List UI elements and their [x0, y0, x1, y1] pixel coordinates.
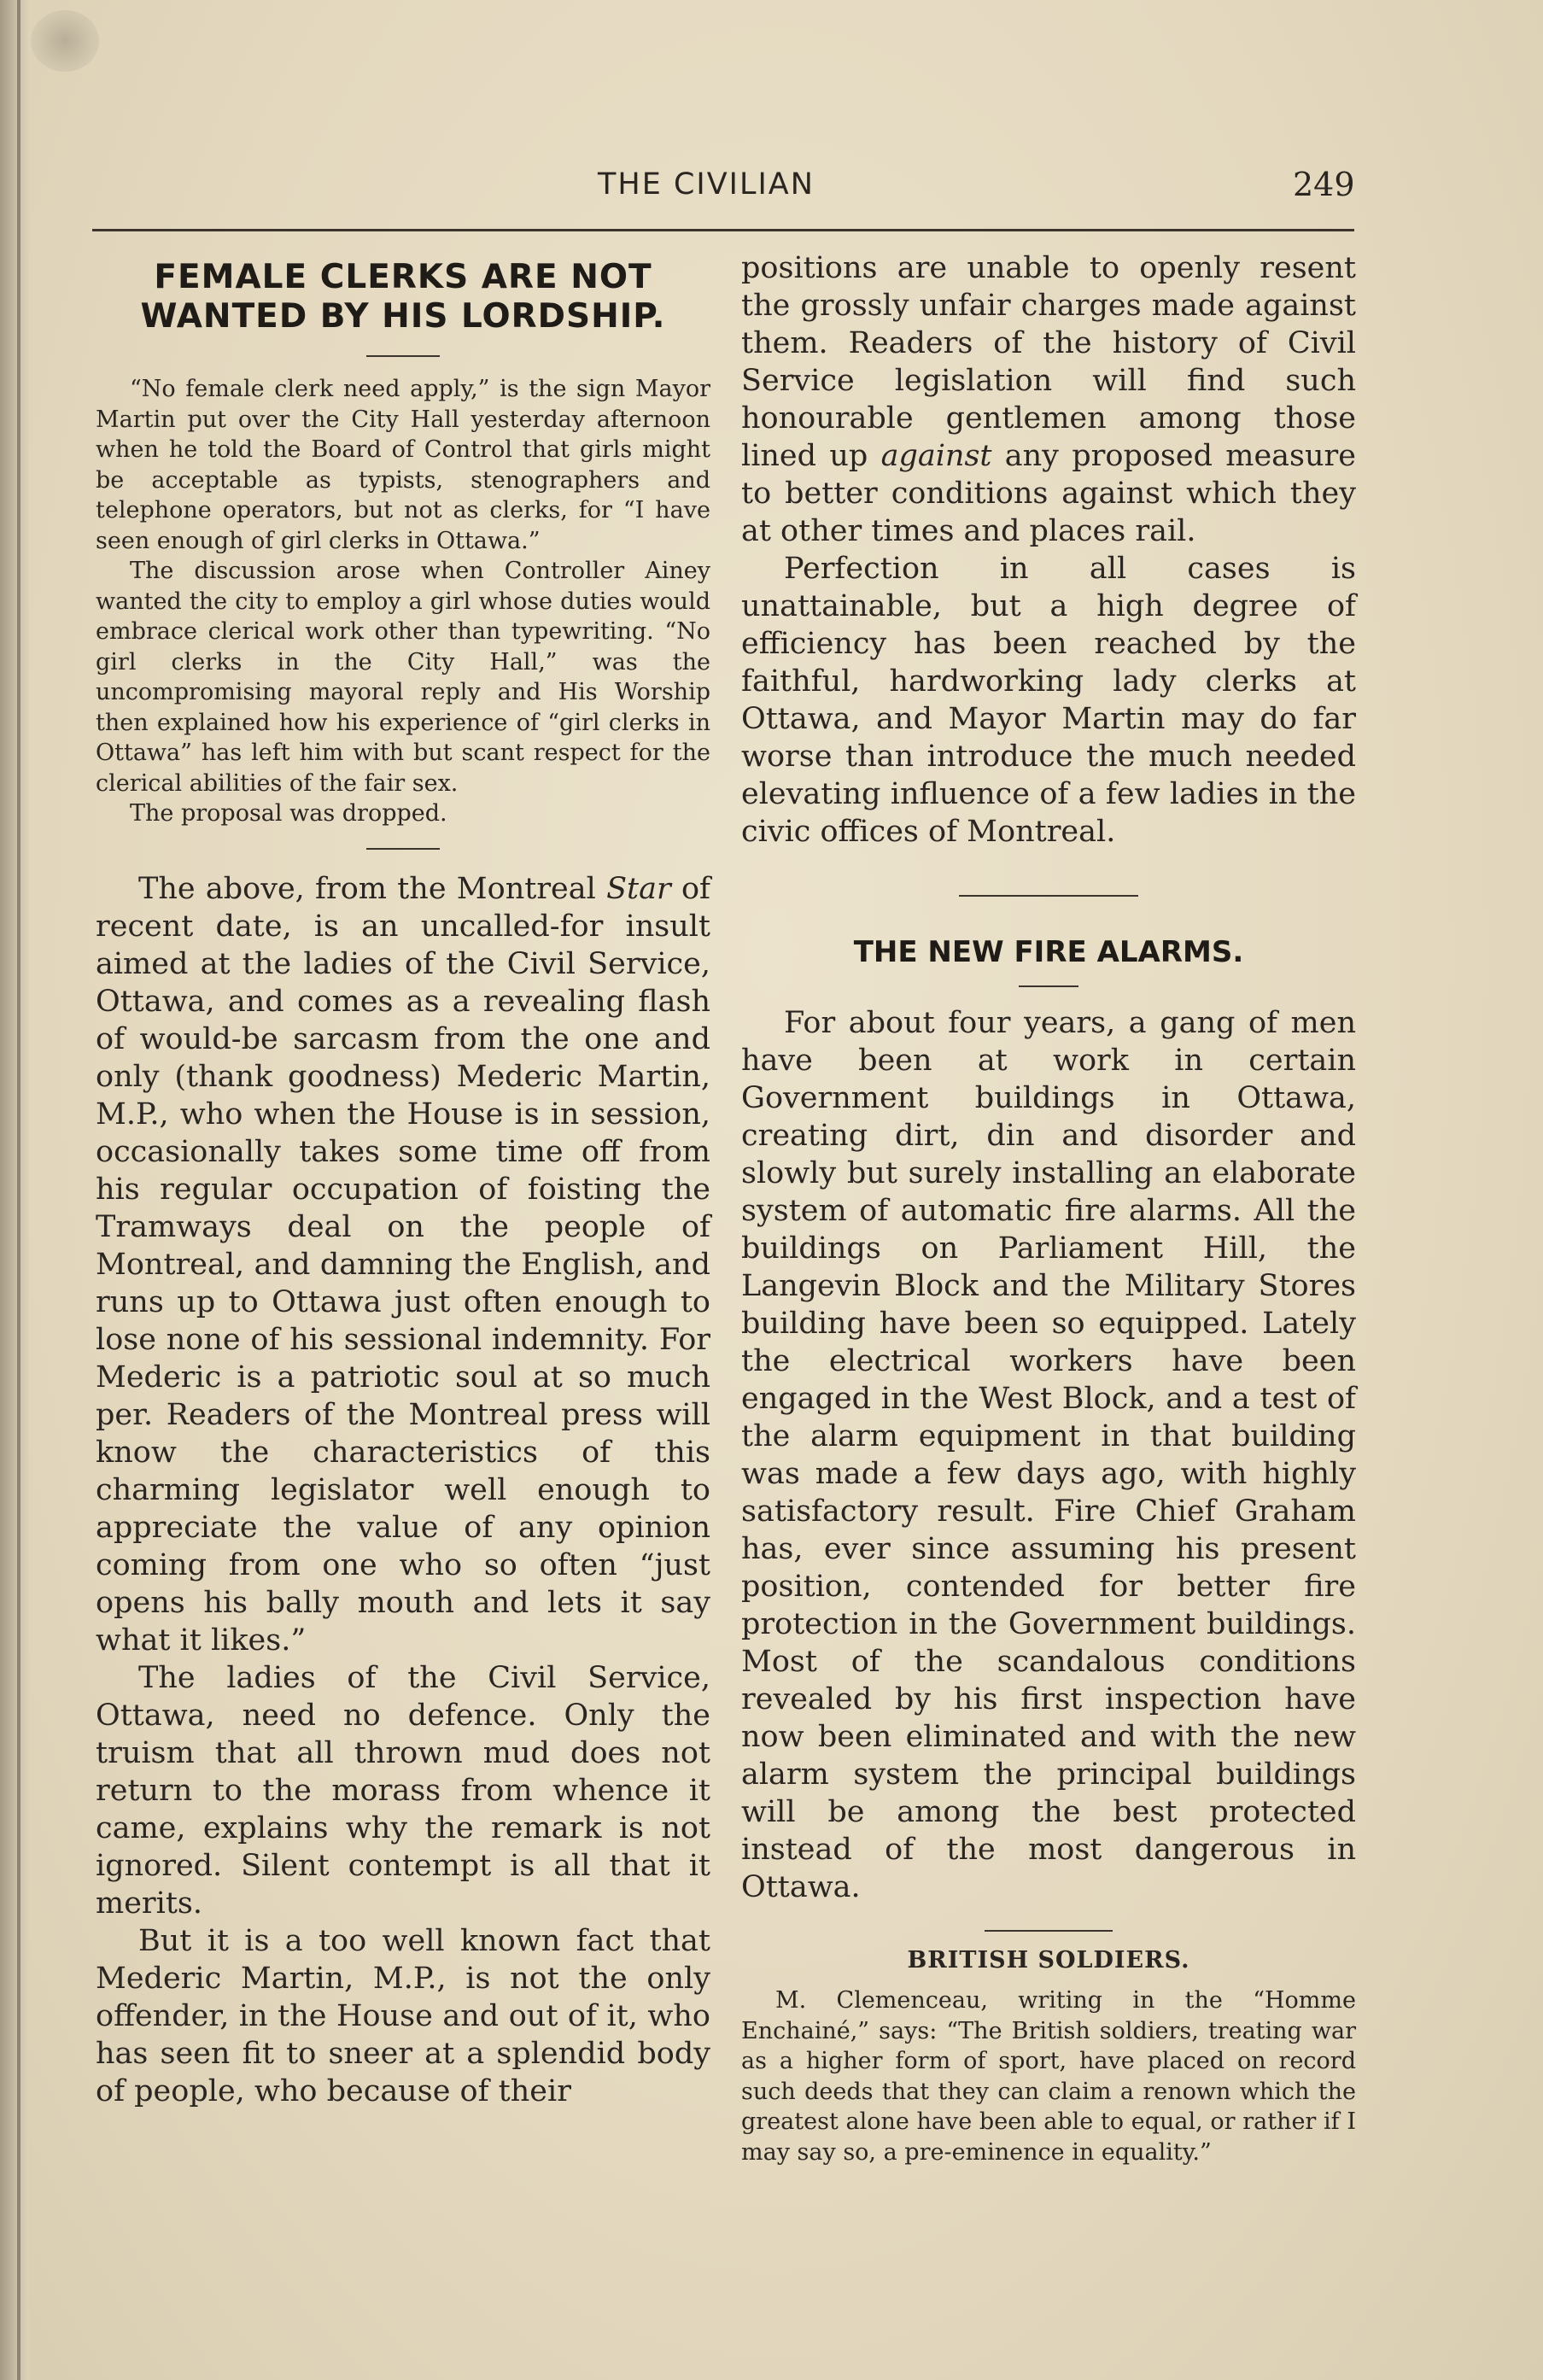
body-paragraph: M. Clemenceau, writing in the “Homme Enchainé,” says: “The British soldiers, treating war as a higher form of sport, have placed on record such deeds that they can claim a renown which the greatest alone have been able to equal, or rather if I may say so, a pre-eminence in equality.” [741, 1987, 1356, 2166]
paper-stain [31, 10, 99, 72]
british-soldiers-headline: BRITISH SOLDIERS. [907, 1947, 1190, 1974]
quote-paragraph: The discussion arose when Controller Ainey wanted the city to employ a girl whose duties would embrace clerical work other than typewriting. “No girl clerks in the City Hall,” was the uncompromising mayoral reply and His Worship then explained how his experience of “girl clerks in Ottawa” has left him with but scant respect for the clerical abilities of the fair sex. [96, 558, 710, 797]
body-paragraph [96, 870, 710, 1659]
left-column [96, 249, 710, 2110]
section-rule [959, 895, 1138, 897]
quote-paragraph: The proposal was dropped. [130, 800, 447, 827]
editorial-continuation [741, 249, 1356, 851]
quote-paragraph: “No female clerk need apply,” is the sign Mayor Martin put over the City Hall yesterday afternoon when he told the Board of Control that girls might be acceptable as typists, stenographers and telephone operators, but not as clerks, for “I have seen enough of girl clerks in Ottawa.” [96, 376, 710, 554]
headline-line-1: FEMALE CLERKS ARE NOT [154, 258, 652, 296]
emphasis-text: against [880, 439, 992, 473]
header-rule [92, 229, 1354, 231]
body-paragraph: Perfection in all cases is unattainable, but a high degree of efficiency has been reached by the faithful, hardworking lady clerks at Ottawa, and Mayor Martin may do far worse than introduce the much needed elevating influence of a few ladies in the civic offices of Montreal. [741, 552, 1356, 849]
quoted-news-item [96, 374, 710, 829]
newspaper-name: Star [606, 871, 671, 906]
body-paragraph: The ladies of the Civil Service, Ottawa, need no defence. Only the truism that all thrown mud does not return to the morass from whence it came, explains why the remark is not ignored. Silent contempt is all that it merits. [96, 1660, 710, 1921]
body-text: any proposed measure to better conditions against which they at other times and places rail. [741, 439, 1356, 548]
body-text: of recent date, is an uncalled-for insult aimed at the ladies of the Civil Service, Ottawa, and comes as a revealing flash of would-be sarcasm from the one and only (thank goodness) Mederic Martin, M.P., who when the House is in session, occasionally takes some time off from his regular occupation of foisting the Tramways deal on the people of Montreal, and damning the English, and runs up to Ottawa just often enough to lose none of his sessional indemnity. For Mederic is a patriotic soul at so much per. Readers of the Montreal press will know the characteristics of this charming legislator well enough to appreciate the value of any opinion coming from one who so often “just opens his bally mouth and lets it say what it likes.” [96, 871, 710, 1658]
article-headline [96, 258, 710, 336]
body-paragraph: For about four years, a gang of men have been at work in certain Government buildings in Ottawa, creating dirt, din and disorder and slowly but surely installing an elaborate system of automatic fire alarms. All the buildings on Parliament Hill, the Langevin Block and the Military Stores building have been so equipped. Lately the electrical workers have been engaged in the West Block, and a test of the alarm equipment in that building was made a few days ago, with highly satisfactory result. Fire Chief Graham has, ever since assuming his present position, contended for better fire protection in the Government buildings. Most of the scandalous conditions revealed by his first inspection have now been eliminated and with the new alarm system the principal buildings will be among the best protected instead of the most dangerous in Ottawa. [741, 1006, 1356, 1904]
fire-alarms-body [741, 1004, 1356, 1906]
body-paragraph [741, 249, 1356, 550]
page-spine [0, 0, 29, 2380]
body-paragraph: But it is a too well known fact that Mederic Martin, M.P., is not the only offender, in the House and out of it, who has seen fit to sneer at a splendid body of people, who because of their [96, 1923, 710, 2108]
running-head: THE CIVILIAN [598, 167, 815, 202]
right-column [741, 249, 1356, 2167]
section-rule [366, 355, 440, 357]
page-number: 249 [1293, 166, 1355, 203]
british-soldiers-body [741, 1985, 1356, 2167]
section-rule [1019, 985, 1078, 987]
editorial-body [96, 870, 710, 2110]
section-rule [985, 1930, 1113, 1932]
section-rule [366, 848, 440, 850]
body-text: positions are unable to openly resent the grossly unfair charges made against them. Readers of the history of Civil Service legislation will find such honourable gentlemen among those lined up [741, 251, 1356, 473]
body-text: The above, from the Montreal [138, 871, 607, 906]
spine-edge-line [17, 0, 20, 2380]
fire-alarms-headline: THE NEW FIRE ALARMS. [853, 935, 1244, 969]
headline-line-2: WANTED BY HIS LORDSHIP. [140, 297, 666, 336]
